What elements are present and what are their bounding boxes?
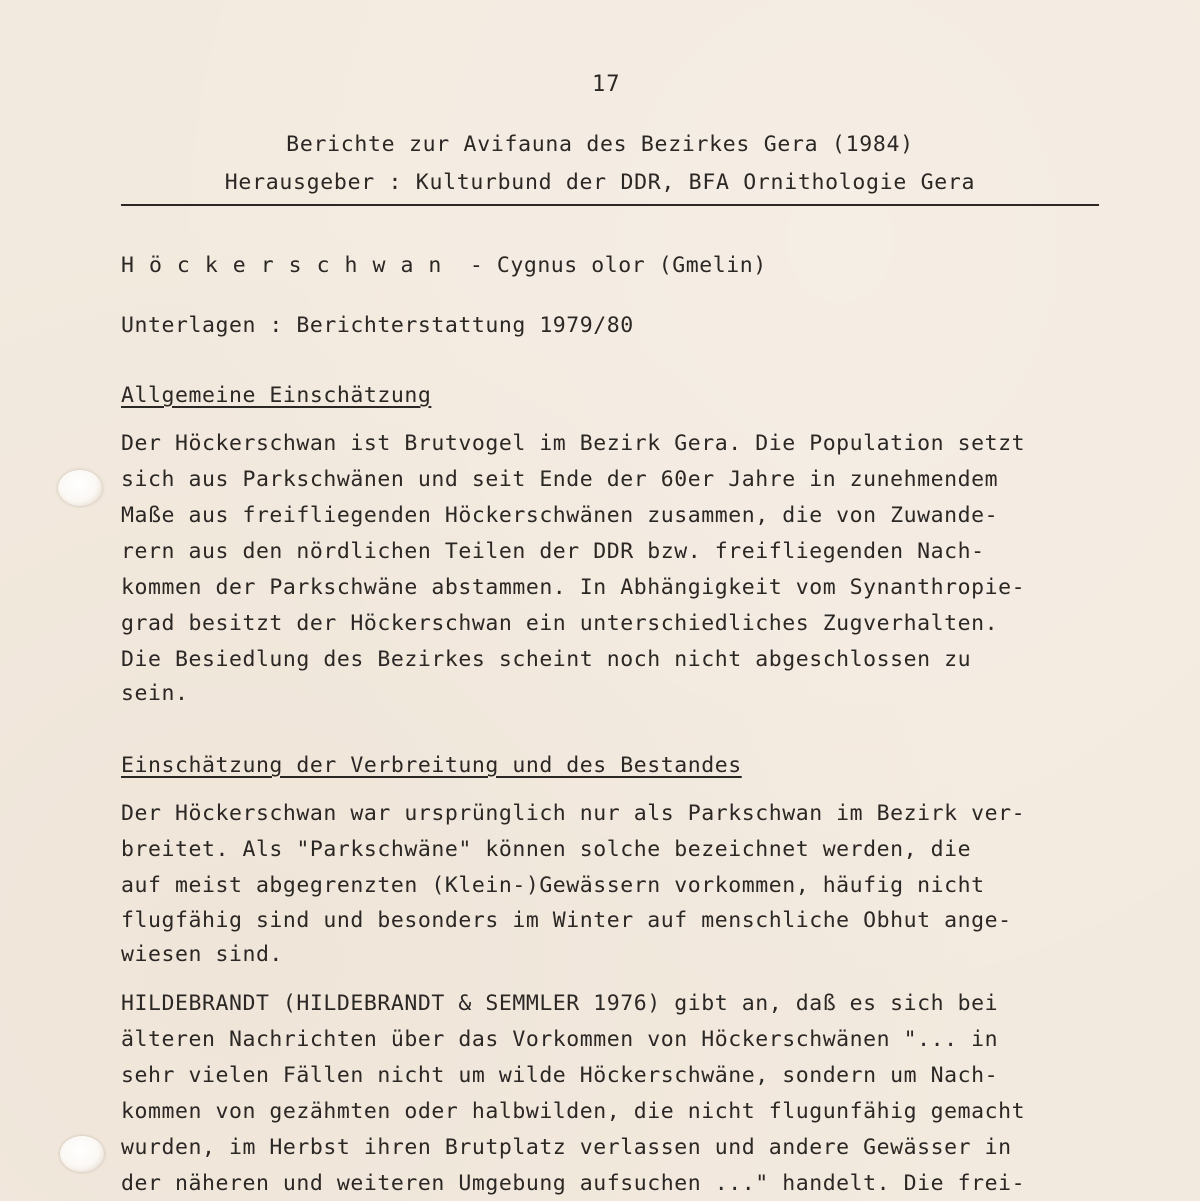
punch-hole bbox=[60, 1136, 104, 1172]
punch-hole bbox=[58, 470, 102, 506]
documents-line: Unterlagen : Berichterstattung 1979/80 bbox=[121, 313, 634, 338]
section-heading-general: Allgemeine Einschätzung bbox=[121, 383, 432, 408]
species-name: Höckerschwan bbox=[121, 253, 457, 278]
header-publisher: Herausgeber : Kulturbund der DDR, BFA Ornithologie Gera bbox=[224, 170, 976, 195]
text-line: rern aus den nördlichen Teilen der DDR bzw. freifliegenden Nach- bbox=[121, 539, 985, 564]
section-heading-distribution: Einschätzung der Verbreitung und des Bestandes bbox=[121, 753, 742, 778]
text-line: sehr vielen Fällen nicht um wilde Höckerschwäne, sondern um Nach- bbox=[121, 1063, 999, 1088]
text-line: sein. bbox=[121, 681, 189, 706]
species-latin-name: - Cygnus olor (Gmelin) bbox=[469, 253, 767, 278]
header-rule bbox=[121, 204, 1099, 206]
text-line: Der Höckerschwan ist Brutvogel im Bezirk Gera. Die Population setzt bbox=[121, 431, 1026, 456]
text-line: Die Besiedlung des Bezirkes scheint noch nicht abgeschlossen zu bbox=[121, 647, 972, 672]
text-line: breitet. Als "Parkschwäne" können solche bezeichnet werden, die bbox=[121, 837, 972, 862]
species-heading bbox=[121, 253, 767, 279]
text-line: älteren Nachrichten über das Vorkommen von Höckerschwänen "... in bbox=[121, 1027, 999, 1052]
page-number: 17 bbox=[592, 72, 621, 97]
text-line: wiesen sind. bbox=[121, 942, 283, 967]
header-title: Berichte zur Avifauna des Bezirkes Gera (1984) bbox=[286, 132, 914, 157]
text-line: kommen von gezähmten oder halbwilden, die nicht flugunfähig gemacht bbox=[121, 1099, 1026, 1124]
text-line: grad besitzt der Höckerschwan ein unterschiedliches Zugverhalten. bbox=[121, 611, 999, 636]
text-line: sich aus Parkschwänen und seit Ende der 60er Jahre in zunehmendem bbox=[121, 467, 999, 492]
text-line: flugfähig sind und besonders im Winter auf menschliche Obhut ange- bbox=[121, 908, 1012, 933]
text-line: wurden, im Herbst ihren Brutplatz verlassen und andere Gewässer in bbox=[121, 1135, 1012, 1160]
text-line: kommen der Parkschwäne abstammen. In Abhängigkeit vom Synanthropie- bbox=[121, 575, 1026, 600]
text-line: der näheren und weiteren Umgebung aufsuchen ..." handelt. Die frei- bbox=[121, 1171, 1026, 1196]
text-line: auf meist abgegrenzten (Klein-)Gewässern vorkommen, häufig nicht bbox=[121, 873, 985, 898]
text-line: HILDEBRANDT (HILDEBRANDT & SEMMLER 1976) gibt an, daß es sich bei bbox=[121, 991, 999, 1016]
text-line: Maße aus freifliegenden Höckerschwänen zusammen, die von Zuwande- bbox=[121, 503, 999, 528]
text-line: Der Höckerschwan war ursprünglich nur als Parkschwan im Bezirk ver- bbox=[121, 801, 1026, 826]
